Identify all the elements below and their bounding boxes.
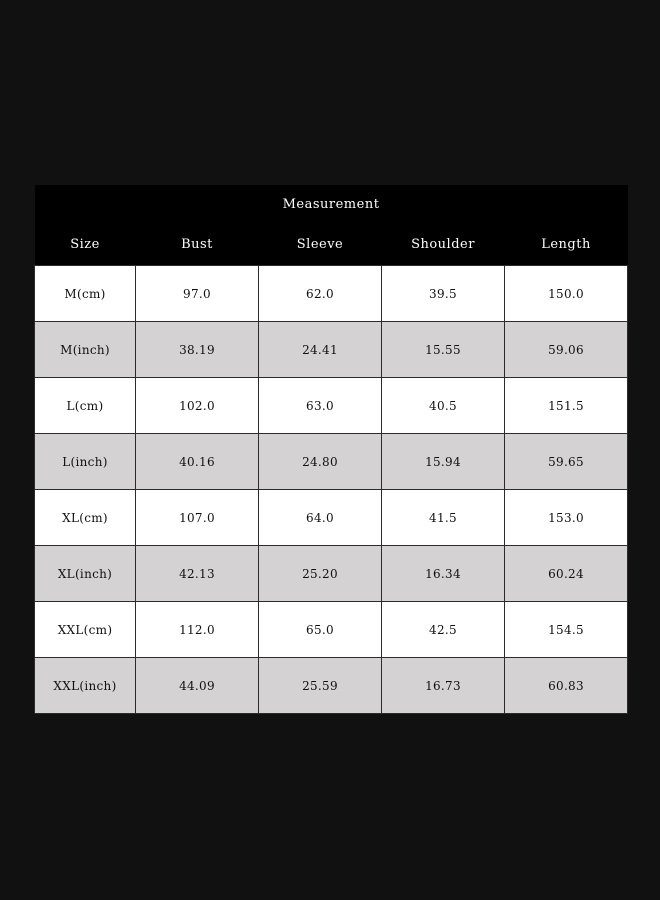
sleeve-cell: 25.59 xyxy=(259,658,382,714)
sleeve-cell: 24.41 xyxy=(259,322,382,378)
table-row xyxy=(35,378,628,434)
sleeve-cell: 65.0 xyxy=(259,602,382,658)
bust-cell: 112.0 xyxy=(136,602,259,658)
length-cell: 150.0 xyxy=(505,266,628,322)
size-cell: L(inch) xyxy=(35,434,136,490)
bust-cell: 38.19 xyxy=(136,322,259,378)
shoulder-cell: 41.5 xyxy=(382,490,505,546)
length-cell: 151.5 xyxy=(505,378,628,434)
sleeve-cell: 24.80 xyxy=(259,434,382,490)
shoulder-cell: 15.94 xyxy=(382,434,505,490)
size-cell: XXL(cm) xyxy=(35,602,136,658)
table-row xyxy=(35,602,628,658)
size-cell: XXL(inch) xyxy=(35,658,136,714)
size-cell: L(cm) xyxy=(35,378,136,434)
bust-cell: 40.16 xyxy=(136,434,259,490)
bust-cell: 107.0 xyxy=(136,490,259,546)
shoulder-cell: 16.34 xyxy=(382,546,505,602)
table-row xyxy=(35,546,628,602)
table-row xyxy=(35,266,628,322)
size-cell: XL(cm) xyxy=(35,490,136,546)
sleeve-cell: 63.0 xyxy=(259,378,382,434)
length-cell: 59.06 xyxy=(505,322,628,378)
length-cell: 59.65 xyxy=(505,434,628,490)
shoulder-cell: 16.73 xyxy=(382,658,505,714)
sleeve-cell: 62.0 xyxy=(259,266,382,322)
length-cell: 153.0 xyxy=(505,490,628,546)
sleeve-cell: 64.0 xyxy=(259,490,382,546)
table-row xyxy=(35,658,628,714)
bust-cell: 102.0 xyxy=(136,378,259,434)
table-row xyxy=(35,490,628,546)
table-title: Measurement xyxy=(35,185,628,223)
table-title-row xyxy=(35,185,628,223)
size-cell: XL(inch) xyxy=(35,546,136,602)
table-row xyxy=(35,434,628,490)
size-cell: M(inch) xyxy=(35,322,136,378)
shoulder-cell: 39.5 xyxy=(382,266,505,322)
header-size: Size xyxy=(35,223,136,266)
size-chart-table xyxy=(34,185,628,714)
header-shoulder: Shoulder xyxy=(382,223,505,266)
sleeve-cell: 25.20 xyxy=(259,546,382,602)
header-bust: Bust xyxy=(136,223,259,266)
shoulder-cell: 42.5 xyxy=(382,602,505,658)
table-row xyxy=(35,322,628,378)
length-cell: 60.24 xyxy=(505,546,628,602)
length-cell: 154.5 xyxy=(505,602,628,658)
shoulder-cell: 15.55 xyxy=(382,322,505,378)
header-length: Length xyxy=(505,223,628,266)
table-header-row xyxy=(35,223,628,266)
size-cell: M(cm) xyxy=(35,266,136,322)
length-cell: 60.83 xyxy=(505,658,628,714)
bust-cell: 97.0 xyxy=(136,266,259,322)
bust-cell: 42.13 xyxy=(136,546,259,602)
header-sleeve: Sleeve xyxy=(259,223,382,266)
bust-cell: 44.09 xyxy=(136,658,259,714)
shoulder-cell: 40.5 xyxy=(382,378,505,434)
